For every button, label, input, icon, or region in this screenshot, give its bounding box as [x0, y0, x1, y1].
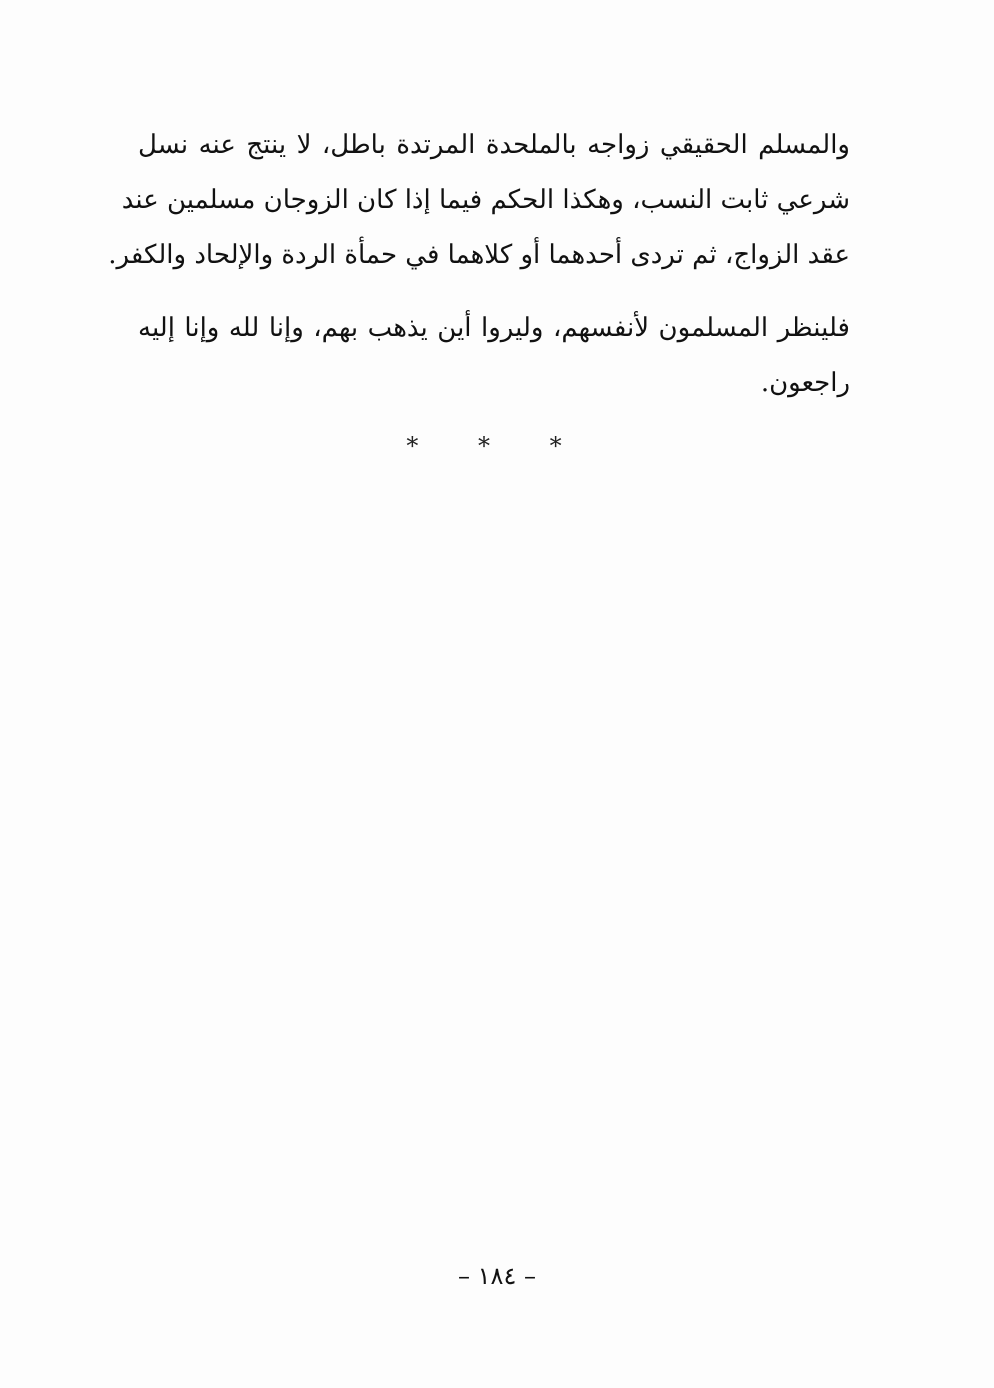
- page-number: – ١٨٤ –: [458, 1262, 536, 1290]
- paragraph-1-line-1: والمسلم الحقيقي زواجه بالملحدة المرتدة باطل، لا ينتج عنه نسل: [138, 130, 850, 160]
- paragraph-1-line-3: عقد الزواج، ثم تردى أحدهما أو كلاهما في حمأة الردة والإلحاد والكفر.: [108, 240, 850, 270]
- section-separator: * * *: [406, 432, 588, 460]
- paragraph-1: [108, 118, 850, 283]
- paragraph-1-line-2: شرعي ثابت النسب، وهكذا الحكم فيما إذا كان الزوجان مسلمين عند: [121, 185, 850, 215]
- paragraph-2: [138, 301, 850, 411]
- paragraph-2-line-2: راجعون.: [760, 368, 850, 398]
- paragraph-2-line-1: فلينظر المسلمون لأنفسهم، وليروا أين يذهب بهم، وإنا لله وإنا إليه: [138, 313, 850, 343]
